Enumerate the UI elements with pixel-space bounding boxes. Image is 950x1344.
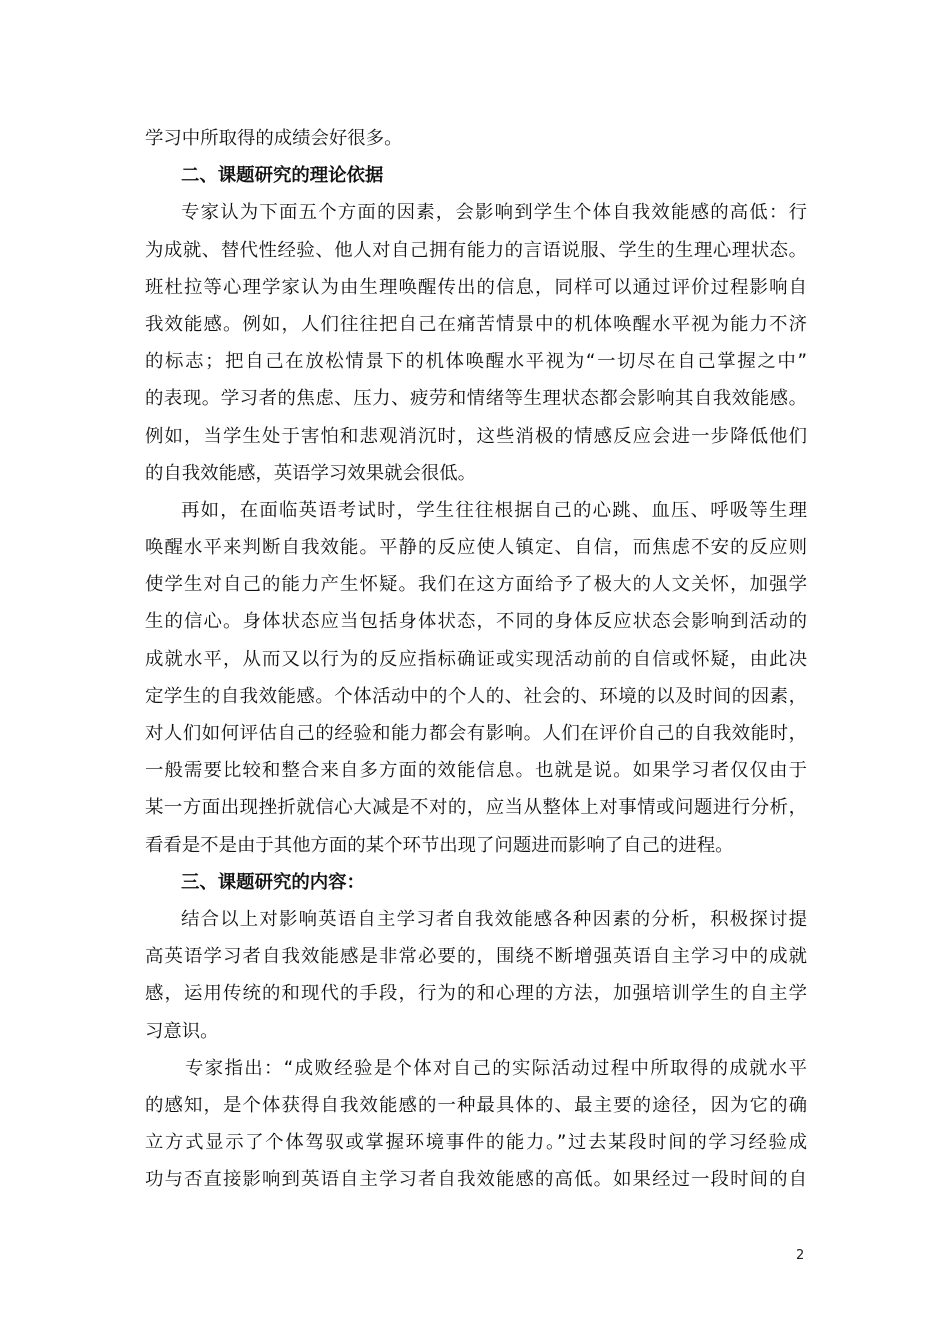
text-line-24: 感，运用传统的和现代的手段，行为的和心理的方法，加强培训学生的自主学	[145, 983, 807, 1005]
text-line-20: 看看是不是由于其他方面的某个环节出现了问题进而影响了自己的进程。	[145, 834, 734, 856]
text-line-11: 再如，在面临英语考试时，学生往往根据自己的心跳、血压、呼吸等生理	[181, 499, 807, 521]
document-body	[145, 120, 807, 1198]
text-line-9: 例如，当学生处于害怕和悲观消沉时，这些消极的情感反应会进一步降低他们	[145, 425, 807, 447]
text-line-13: 使学生对自己的能力产生怀疑。我们在这方面给予了极大的人文关怀，加强学	[145, 574, 807, 596]
page-number: 2	[796, 1248, 805, 1263]
text-line-6: 我效能感。例如，人们往往把自己在痛苦情景中的机体唤醒水平视为能力不济	[145, 313, 807, 335]
text-line-7: 的标志；把自己在放松情景下的机体唤醒水平视为“一切尽在自己掌握之中”	[145, 351, 807, 373]
text-line-27: 的感知，是个体获得自我效能感的一种最具体的、最主要的途径，因为它的确	[145, 1094, 807, 1116]
section-heading-2: 二、课题研究的理论依据	[181, 165, 384, 187]
text-line-10: 的自我效能感，英语学习效果就会很低。	[145, 462, 477, 484]
text-line-25: 习意识。	[145, 1020, 219, 1042]
text-line-5: 班杜拉等心理学家认为由生理唤醒传出的信息，同样可以通过评价过程影响自	[145, 276, 807, 298]
text-line-26: 专家指出：“成败经验是个体对自己的实际活动过程中所取得的成就水平	[185, 1057, 807, 1079]
text-line-15: 成就水平，从而又以行为的反应指标确证或实现活动前的自信或怀疑，由此决	[145, 648, 807, 670]
text-line-29: 功与否直接影响到英语自主学习者自我效能感的高低。如果经过一段时间的自	[145, 1169, 807, 1191]
text-line-17: 对人们如何评估自己的经验和能力都会有影响。人们在评价自己的自我效能时，	[145, 723, 807, 744]
text-line-22: 结合以上对影响英语自主学习者自我效能感各种因素的分析，积极探讨提	[181, 908, 807, 930]
text-line-28: 立方式显示了个体驾驭或掌握环境事件的能力。”过去某段时间的学习经验成	[145, 1132, 807, 1154]
text-line-12: 唤醒水平来判断自我效能。平静的反应使人镇定、自信，而焦虑不安的反应则	[145, 537, 807, 559]
text-line-4: 为成就、替代性经验、他人对自己拥有能力的言语说服、学生的生理心理状态。	[145, 239, 807, 261]
text-line-14: 生的信心。身体状态应当包括身体状态，不同的身体反应状态会影响到活动的	[145, 611, 807, 633]
text-line-19: 某一方面出现挫折就信心大减是不对的，应当从整体上对事情或问题进行分析，	[145, 797, 807, 819]
section-heading-3: 三、课题研究的内容：	[181, 871, 365, 893]
text-line-8: 的表现。学习者的焦虑、压力、疲劳和情绪等生理状态都会影响其自我效能感。	[145, 388, 807, 410]
text-line-1: 学习中所取得的成绩会好很多。	[145, 128, 403, 149]
text-line-3: 专家认为下面五个方面的因素，会影响到学生个体自我效能感的高低：行	[181, 202, 807, 224]
text-line-16: 定学生的自我效能感。个体活动中的个人的、社会的、环境的以及时间的因素，	[145, 685, 807, 707]
text-line-23: 高英语学习者自我效能感是非常必要的，围绕不断增强英语自主学习中的成就	[145, 946, 807, 968]
text-line-18: 一般需要比较和整合来自多方面的效能信息。也就是说。如果学习者仅仅由于	[145, 760, 807, 782]
